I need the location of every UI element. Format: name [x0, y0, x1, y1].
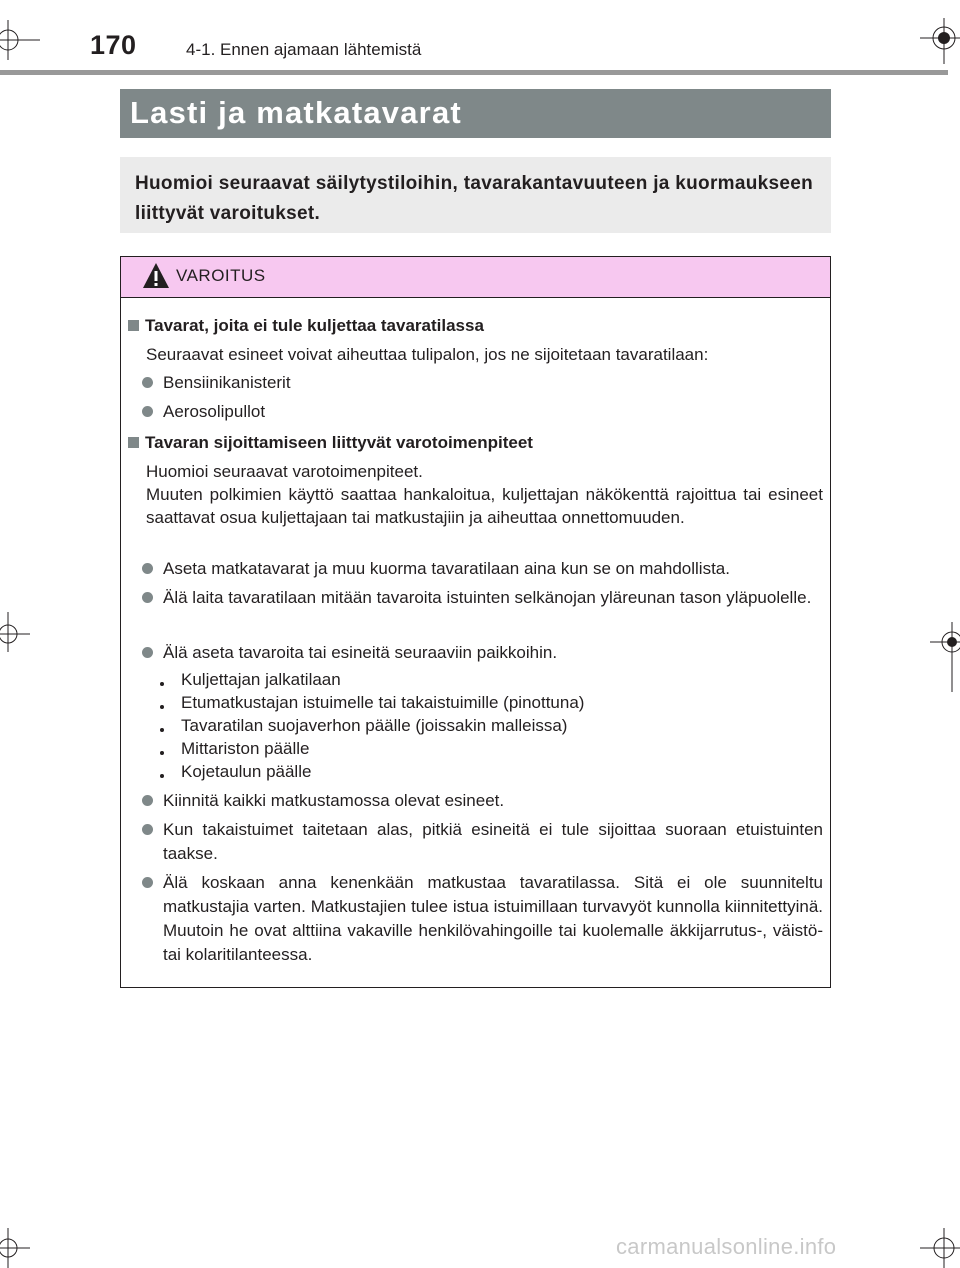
- crop-mark-top-right: [920, 18, 960, 64]
- intro-box: [120, 157, 831, 233]
- bullet-item: Älä laita tavaratilaan mitään tavaroita istuinten selkänojan yläreunan tason yläpuolelle.: [163, 588, 812, 607]
- square-bullet-icon: [128, 320, 139, 331]
- warning-box: [120, 256, 831, 988]
- crop-mark-mid-right: [930, 622, 960, 692]
- warning-header: [121, 257, 830, 298]
- page-title: Lasti ja matkatavarat: [130, 95, 462, 130]
- round-bullet-icon: [142, 877, 153, 888]
- bullet-item: Älä aseta tavaroita tai esineitä seuraaviin paikkoihin.: [163, 643, 558, 662]
- bullet-item: Aseta matkatavarat ja muu kuorma tavaratilaan aina kun se on mahdollista.: [163, 559, 730, 578]
- round-bullet-icon: [142, 377, 153, 388]
- place-item: Tavaratilan suojaverhon päälle (joissakin malleissa): [181, 716, 568, 735]
- round-bullet-icon: [142, 406, 153, 417]
- crop-mark-mid-left: [0, 612, 30, 652]
- place-item: Kojetaulun päälle: [181, 762, 312, 781]
- section-path: 4-1. Ennen ajamaan lähtemistä: [186, 40, 422, 59]
- section-heading: [128, 316, 484, 336]
- section-body: Muuten polkimien käyttö saattaa hankaloitua, kuljettajan näkökenttä rajoittua tai esineet saattavat osua kuljettajaan tai matkustajiin ja aiheuttaa onnettomuuden.: [146, 485, 823, 527]
- section-body: Seuraavat esineet voivat aiheuttaa tulipalon, jos ne sijoitetaan tavaratilaan:: [146, 345, 709, 364]
- intro-text: Huomioi seuraavat säilytystiloihin, tavarakantavuuteen ja kuormaukseen liittyvät varoitukset.: [135, 173, 813, 224]
- sub-bullet-icon: [160, 774, 164, 778]
- bullet-item: Aerosolipullot: [163, 402, 266, 421]
- round-bullet-icon: [142, 592, 153, 603]
- bullet-item: Bensiinikanisterit: [163, 373, 291, 392]
- section-heading-text: Tavaran sijoittamiseen liittyvät varotoimenpiteet: [145, 433, 533, 452]
- sub-bullet-icon: [160, 682, 164, 686]
- place-item: Mittariston päälle: [181, 739, 310, 758]
- warning-label: VAROITUS: [176, 266, 266, 285]
- bullet-item: Kun takaistuimet taitetaan alas, pitkiä esineitä ei tule sijoittaa suoraan etuistuinten taakse.: [163, 820, 823, 863]
- crop-mark-bottom-right: [920, 1228, 960, 1268]
- round-bullet-icon: [142, 563, 153, 574]
- round-bullet-icon: [142, 647, 153, 658]
- bullet-item: Älä koskaan anna kenenkään matkustaa tavaratilassa. Sitä ei ole suunniteltu matkustajia varten. Matkustajien tulee istua istuimillaan turvavyöt kunnolla kiinnitettyinä. Muutoin he ovat alttiina vakaville henkilövahingoille tai kuolemalle äkkijarrutus-, väistö- tai kolaritilanteessa.: [163, 873, 823, 964]
- section-heading: [128, 433, 533, 453]
- sub-bullet-icon: [160, 751, 164, 755]
- watermark: carmanualsonline.info: [616, 1234, 837, 1259]
- header-rule: [0, 70, 948, 75]
- round-bullet-icon: [142, 824, 153, 835]
- place-item: Etumatkustajan istuimelle tai takaistuimille (pinottuna): [181, 693, 585, 712]
- section-heading-text: Tavarat, joita ei tule kuljettaa tavaratilassa: [145, 316, 484, 335]
- bullet-item: Kiinnitä kaikki matkustamossa olevat esineet.: [163, 791, 505, 810]
- page-number: 170: [90, 30, 137, 60]
- square-bullet-icon: [128, 437, 139, 448]
- title-bar: [120, 89, 831, 138]
- round-bullet-icon: [142, 795, 153, 806]
- place-item: Kuljettajan jalkatilaan: [181, 670, 341, 689]
- crop-mark-bottom-left: [0, 1228, 30, 1268]
- section-body: Huomioi seuraavat varotoimenpiteet.: [146, 462, 423, 481]
- crop-mark-top-left: [0, 20, 40, 60]
- sub-bullet-icon: [160, 705, 164, 709]
- warning-triangle-icon: [141, 261, 171, 296]
- sub-bullet-icon: [160, 728, 164, 732]
